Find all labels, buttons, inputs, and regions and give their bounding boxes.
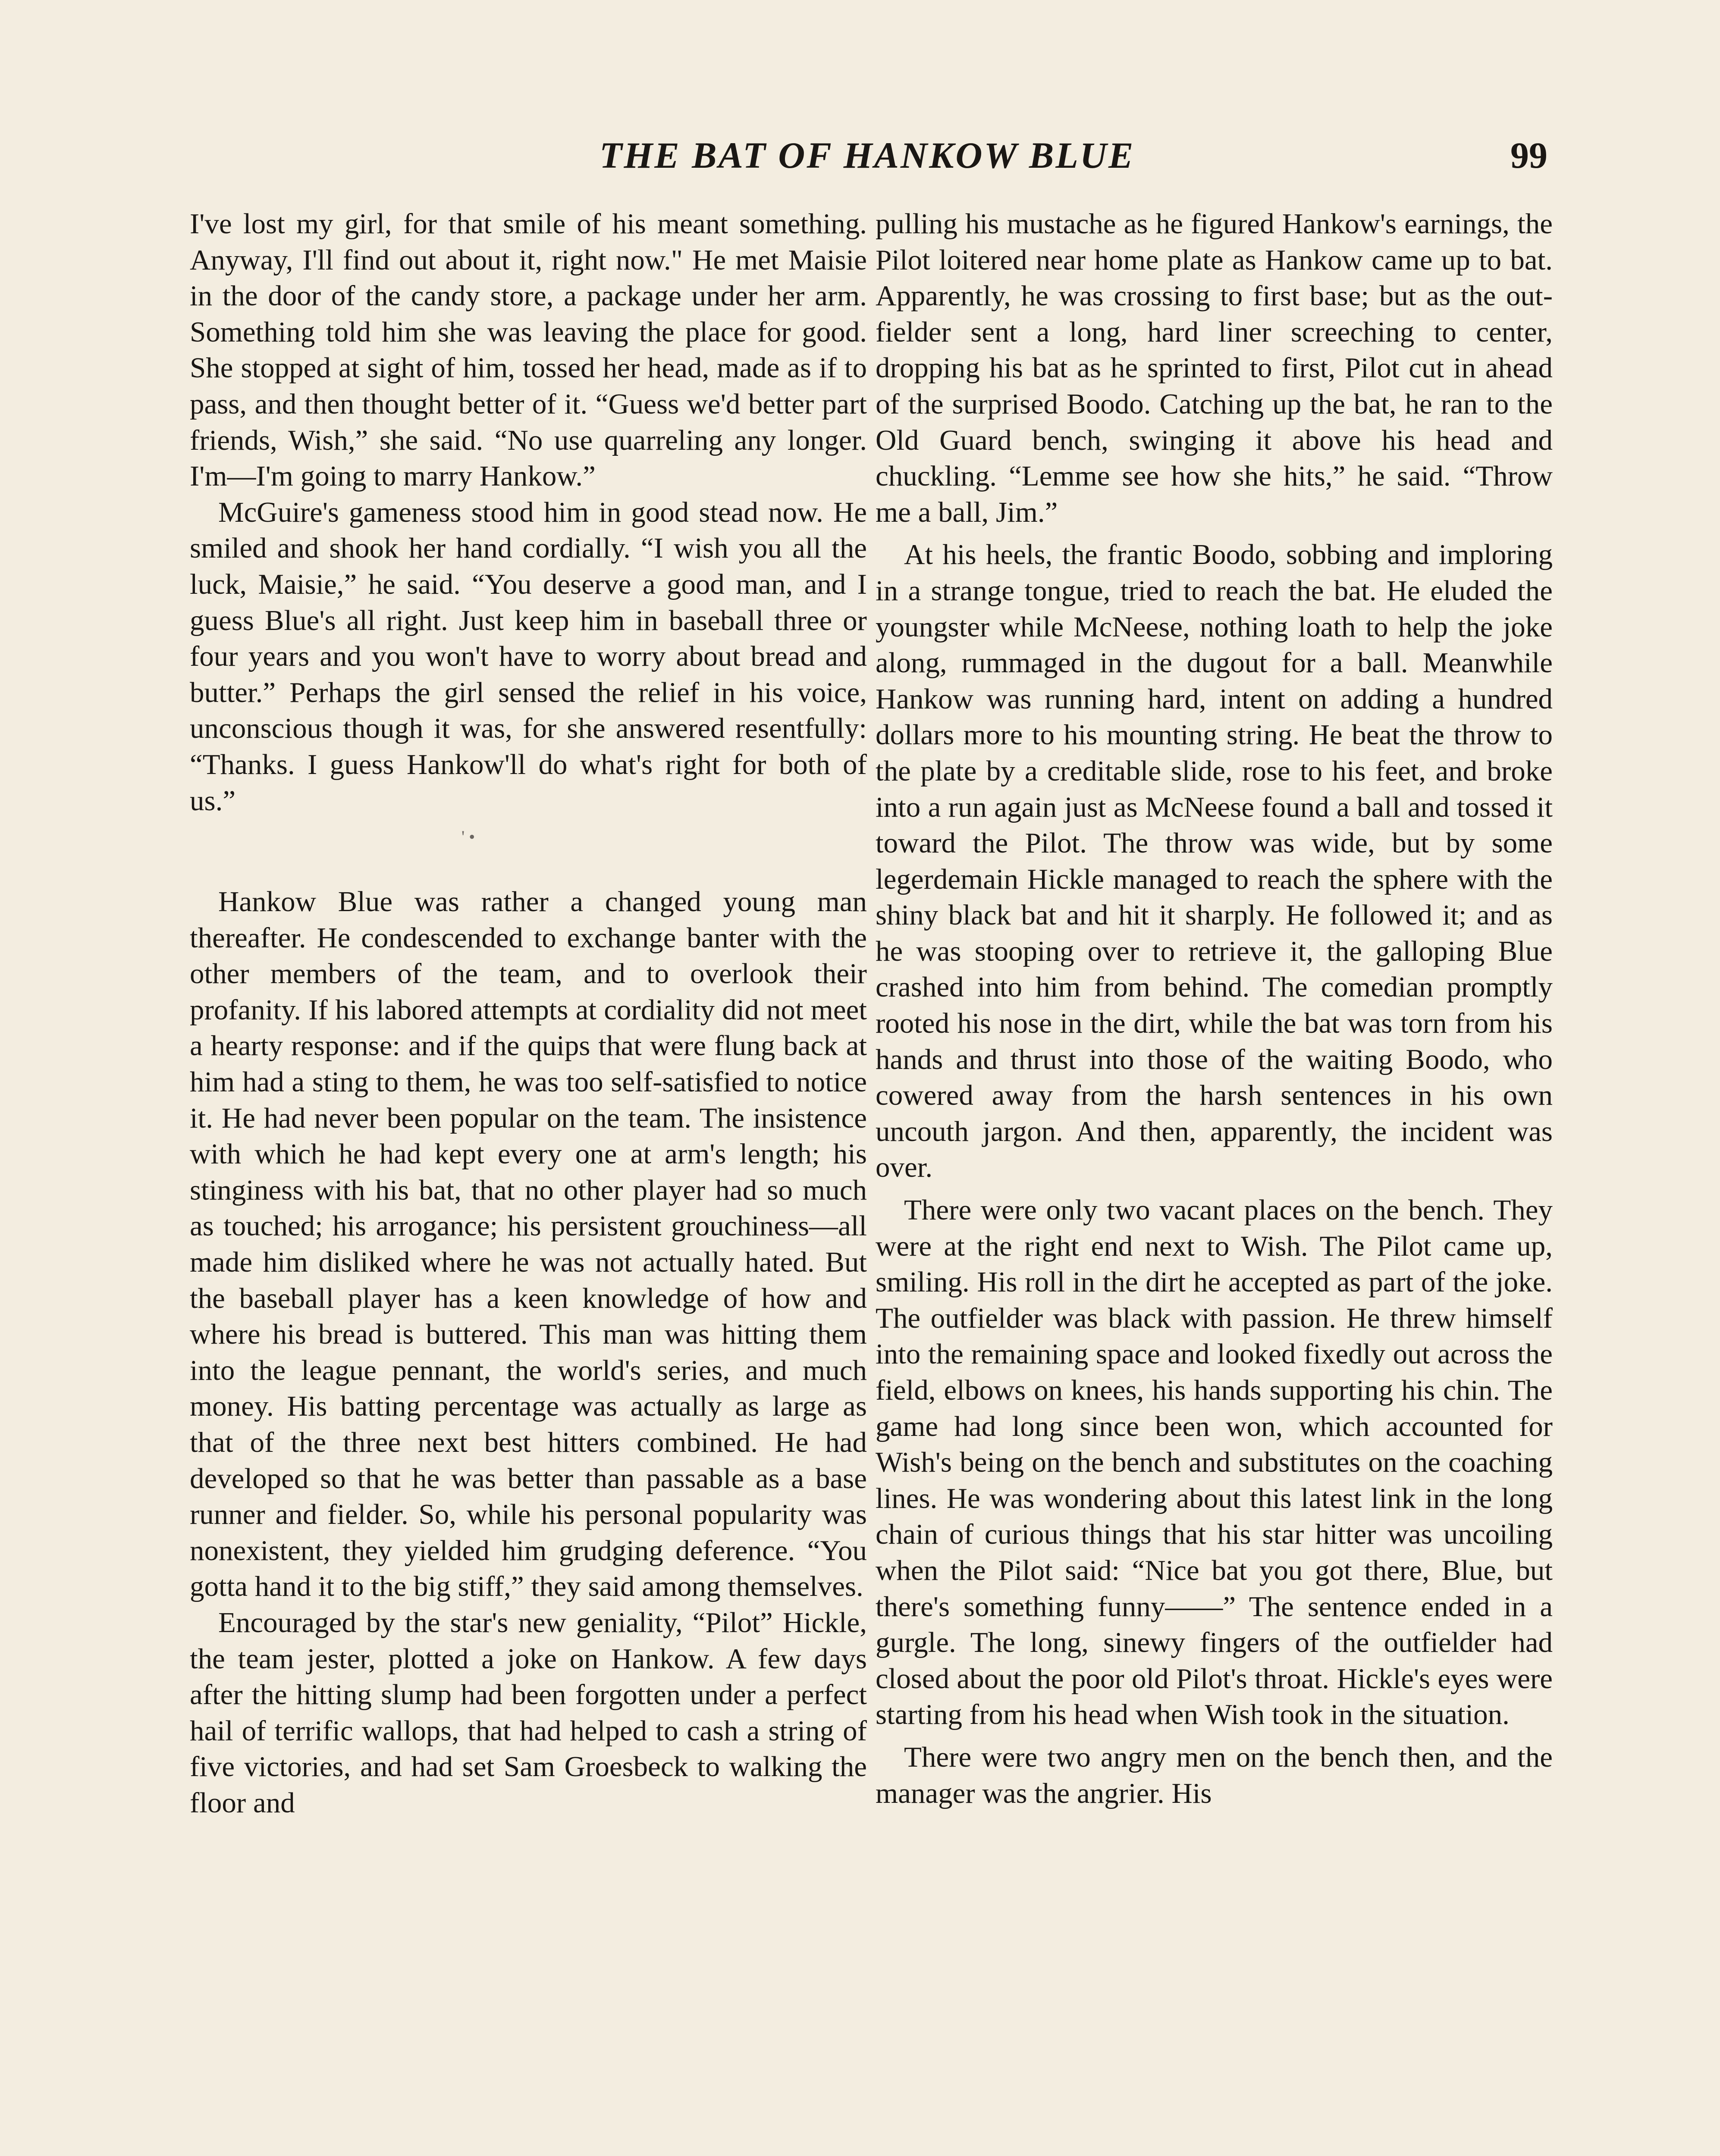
paragraph: At his heels, the frantic Boodo, sobbing and imploring in a strange tongue, tried to reach the bat. He eluded the youngster while McNeese, nothing loath to help the joke along, rummaged in the dugout for a ball. Meanwhile Hankow was running hard, intent on adding a hundred dollars more to his mounting string. He beat the throw to the plate by a creditable slide, rose to his feet, and broke into a run again just as McNeese found a ball and tossed it toward the Pilot. The throw was wide, but by some legerdemain Hickle managed to reach the sphere with the shiny black bat and hit it sharply. He followed it; and as he was stooping over to retrieve it, the galloping Blue crashed into him from behind. The comedian promptly rooted his nose in the dirt, while the bat was torn from his hands and thrust into those of the waiting Boodo, who cowered away from the harsh sentences in his own uncouth jargon. And then, apparently, the incident was over. [876,539,1553,1184]
right-column [876,206,1553,2156]
section-break-mark: ' • [461,827,475,847]
page-header [0,134,1720,185]
paragraph: I've lost my girl, for that smile of his meant something. Anyway, I'll find out about it, right now." He met Maisie in the door of the candy store, a package under her arm. Something told him she was leaving the place for good. She stopped at sight of him, tossed her head, made as if to pass, and then thought better of it. “Guess we'd better part friends, Wish,” she said. “No use quarreling any longer. I'm—I'm going to marry Hankow.” [190,208,867,492]
paragraph: Hankow Blue was rather a changed young man thereafter. He condescended to exchange banter with the other members of the team, and to overlook their profanity. If his labored attempts at cordiality did not meet a hearty response: and if the quips that were flung back at him had a sting to them, he was too self-satisfied to notice it. He had never been popular on the team. The insistence with which he had kept every one at arm's length; his stinginess with his bat, that no other player had so much as touched; his arrogance; his persistent grouchiness—all made him disliked where he was not actually hated. But the baseball player has a keen knowledge of how and where his bread is buttered. This man was hitting them into the league pennant, the world's series, and much money. His batting percentage was actually as large as that of the three next best hitters combined. He had developed so that he was better than passable as a base runner and fielder. So, while his personal popularity was nonexistent, they yielded him grudging deference. “You gotta hand it to the big stiff,” they said among themselves. [190,886,867,1603]
page-number: 99 [1510,135,1547,176]
paragraph: McGuire's gameness stood him in good stead now. He smiled and shook her hand cordially. “I wish you all the luck, Maisie,” he said. “You deserve a good man, and I guess Blue's all right. Just keep him in baseball three or four years and you won't have to worry about bread and butter.” Perhaps the girl sensed the relief in his voice, unconscious though it was, for she answered resentfully: “Thanks. I guess Hankow'll do what's right for both of us.” [190,496,867,817]
left-column [190,206,867,2156]
paragraph: Encouraged by the star's new geniality, “Pilot” Hickle, the team jester, plotted a joke on Hankow. A few days after the hitting slump had been forgotten under a perfect hail of terrific wallops, that had helped to cash a string of five victories, and had set Sam Groesbeck to walking the floor and [190,1606,867,1819]
paragraph: There were two angry men on the bench then, and the manager was the angrier. His [876,1741,1553,1809]
running-title: THE BAT OF HANKOW BLUE [599,135,1135,176]
paragraph: There were only two vacant places on the bench. They were at the right end next to Wish. The Pilot came up, smiling. His roll in the dirt he accepted as part of the joke. The outfielder was black with passion. He threw himself into the remaining space and looked fixedly out across the field, elbows on knees, his hands supporting his chin. The game had long since been won, which accounted for Wish's being on the bench and substitutes on the coaching lines. He was wondering about this latest link in the long chain of curious things that his star hitter was uncoiling when the Pilot said: “Nice bat you got there, Blue, but there's something funny——” The sentence ended in a gurgle. The long, sinewy fingers of the outfielder had closed about the poor old Pilot's throat. Hickle's eyes were starting from his head when Wish took in the situation. [876,1194,1553,1731]
paragraph: pulling his mustache as he figured Hankow's earnings, the Pilot loitered near home plate as Hankow came up to bat. Apparently, he was crossing to first base; but as the outfielder sent a long, hard liner screeching to center, dropping his bat as he sprinted to first, Pilot cut in ahead of the surprised Boodo. Catching up the bat, he ran to the Old Guard bench, swinging it above his head and chuckling. “Lemme see how she hits,” he said. “Throw me a ball, Jim.” [876,208,1553,528]
section-break [190,819,867,884]
